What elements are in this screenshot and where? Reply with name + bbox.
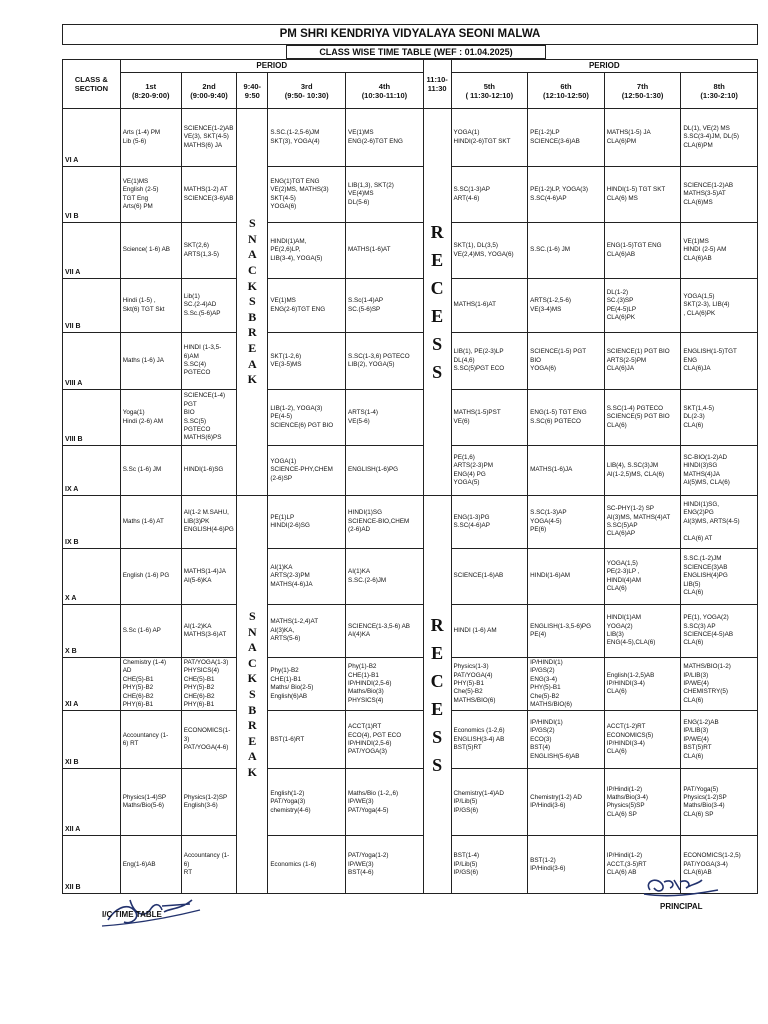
table-row: [63, 711, 758, 769]
schedule-cell: LIB(1-2), YOGA(3) PE(4-5) SCIENCE(6) PGT BIO: [268, 390, 346, 446]
schedule-cell: Lib(1) SC.(2-4)AD S.Sc.(5-6)AP: [181, 279, 237, 333]
schedule-cell: Maths (1-6) JA: [120, 333, 181, 390]
class-section: VIII B: [63, 390, 121, 446]
period-time: (12:50-1:30): [621, 90, 664, 100]
schedule-cell: LIB(1), PE(2-3)LP DL(4,6) S.SC(5)PGT ECO: [451, 333, 528, 390]
schedule-cell: VE(1)MS English (2-5) TGT Eng Arts(6) PM: [120, 167, 181, 223]
class-section-header: CLASS & SECTION: [63, 60, 121, 109]
letter: S: [432, 334, 443, 354]
schedule-cell: ACCT(1)RT ECO(4), PGT ECO IP/HINDI(2,5-6) PAT/YOGA(3): [346, 711, 424, 769]
letter: A: [247, 356, 257, 371]
table-row: [63, 446, 758, 496]
letter: E: [248, 733, 257, 748]
schedule-cell: HINDI (1-3,5-6)AM S.SC(4) PGTECO: [181, 333, 237, 390]
letter: E: [431, 306, 444, 326]
table-row: [63, 549, 758, 605]
letter: B: [248, 309, 257, 324]
letter: K: [247, 372, 257, 387]
snack-break-time: 9:40- 9:50: [237, 73, 268, 109]
schedule-cell: SCIENCE(1-6)AB: [451, 549, 528, 605]
schedule-cell: MATHS(1-2) AT SCIENCE(3-6)AB: [181, 167, 237, 223]
recess-time: 11:10- 11:30: [423, 60, 451, 109]
schedule-cell: Physics(1-4)SP Maths/Bio(5-6): [120, 769, 181, 836]
schedule-cell: Accountancy (1-6) RT: [181, 836, 237, 894]
schedule-cell: Accountancy (1- 6) RT: [120, 711, 181, 769]
period-number: 3rd: [300, 81, 313, 91]
schedule-cell: S.SC.(1-6) JM: [528, 223, 605, 279]
schedule-cell: S.SC(1-3)AP ART(4-6): [451, 167, 528, 223]
schedule-cell: HINDI(1)AM, PE(2,6)LP, LIB(3-4), YOGA(5): [268, 223, 346, 279]
period-header-2: [181, 73, 237, 109]
schedule-cell: Economics (1-2,6) ENGLISH(3-4) AB BST(5)RT: [451, 711, 528, 769]
schedule-cell: PE(1,6) ARTS(2-3)PM ENG(4) PG YOGA(5): [451, 446, 528, 496]
schedule-cell: LIB(1,3), SKT(2) VE(4)MS DL(5-6): [346, 167, 424, 223]
class-section: VII B: [63, 279, 121, 333]
schedule-cell: VE(1)MS ENG(2-6)TGT ENG: [268, 279, 346, 333]
class-section: VI B: [63, 167, 121, 223]
snack-break-column: [237, 496, 268, 894]
schedule-cell: MATHS(1-4)JA AI(5-6)KA: [181, 549, 237, 605]
schedule-cell: ENG(1-5)TGT ENG CLA(6)AB: [604, 223, 681, 279]
letter: S: [432, 754, 443, 775]
table-row: [63, 658, 758, 711]
schedule-cell: PAT/YOGA(1-3) PHYSICS(4) CHE(5)-B1 PHY(5)-B2 CHE(6)-B2 PHY(6)-B1: [181, 658, 237, 711]
period-number: 2nd: [202, 81, 216, 91]
schedule-cell: SC-PHY(1-2) SP AI(3)MS, MATHS(4)AT S.SC(5)AP CLA(6)AP: [604, 496, 681, 549]
letter: E: [431, 250, 444, 270]
schedule-cell: S.SC.(1-2,5-6)JM SKT(3), YOGA(4): [268, 109, 346, 167]
table-row: [63, 496, 758, 549]
period-header-8: [681, 73, 758, 109]
schedule-cell: BST(1-4) IP/Lib(5) IP/GS(6): [451, 836, 528, 894]
letter: N: [247, 231, 257, 246]
schedule-cell: ECONOMICS(1-3) PAT/YOGA(4-6): [181, 711, 237, 769]
schedule-cell: MATHS/BIO(1-2) IP/LIB(3) IP/WE(4) CHEMISTRY(5) CLA(6): [681, 658, 758, 711]
schedule-cell: YOGA(1,5) SKT(2-3), LIB(4) , CLA(6)PK: [681, 279, 758, 333]
period-header-7: [604, 73, 681, 109]
schedule-cell: MATHS(1-5)PST VE(6): [451, 390, 528, 446]
schedule-cell: HINDI (1-6) AM: [451, 605, 528, 658]
schedule-cell: Phy(1)-B2 CHE(1)-B1 IP/HINDI(2,5-6) Maths/Bio(3) PHYSICS(4): [346, 658, 424, 711]
letter: S: [432, 726, 443, 747]
schedule-cell: IP/Hindi(1-2) ACCT.(3-5)RT CLA(6) AB: [604, 836, 681, 894]
period-number: 6th: [560, 81, 572, 91]
table-row: [63, 279, 758, 333]
schedule-cell: Economics (1-6): [268, 836, 346, 894]
schedule-cell: S.SC(1-4) PGTECO SCIENCE(5) PGT BIO CLA(6): [604, 390, 681, 446]
period-number: 5th: [483, 81, 495, 91]
schedule-cell: Chemistry(1-4)AD IP/Lib(5) IP/GS(6): [451, 769, 528, 836]
schedule-cell: ENG(1)TGT ENG VE(2)MS, MATHS(3) SKT(4-5) YOGA(6): [268, 167, 346, 223]
letter: K: [247, 671, 257, 686]
letter: S: [248, 216, 256, 231]
schedule-cell: HINDI(1-6)SG: [181, 446, 237, 496]
period-number: 1st: [145, 81, 157, 91]
period-header-3: [268, 73, 346, 109]
schedule-cell: AI(1-2 M.SAHU, LIB(3)PK ENGLISH(4-6)PG: [181, 496, 237, 549]
schedule-cell: HINDI(1)AM YOGA(2) LIB(3) ENG(4-5),CLA(6): [604, 605, 681, 658]
period-header-6: [528, 73, 605, 109]
class-section: X B: [63, 605, 121, 658]
period-header-4: [346, 73, 424, 109]
period-number: 7th: [636, 81, 649, 91]
letter: A: [247, 749, 257, 764]
schedule-cell: ARTS(1-2,5-6) VE(3-4)MS: [528, 279, 605, 333]
period-time: (9:50- 10:30): [284, 90, 329, 100]
schedule-cell: S.SC(1-3,6) PGTECO LIB(2), YOGA(5): [346, 333, 424, 390]
schedule-cell: BST(1-6)RT: [268, 711, 346, 769]
table-row: [63, 390, 758, 446]
recess-text: [424, 611, 451, 779]
schedule-cell: PE(1-2)LP SCIENCE(3-6)AB: [528, 109, 605, 167]
schedule-cell: SCIENCE(1-2)AB VE(3), SKT(4-5) MATHS(6) JA: [181, 109, 237, 167]
schedule-cell: ENG(1-2)AB IP/LIB(3) IP/WE(4) BST(5)RT CLA(6): [681, 711, 758, 769]
schedule-cell: Hindi (1-5) , Skt(6) TGT Skt: [120, 279, 181, 333]
period-time: (8:20-9:00): [131, 90, 170, 100]
period-time: (10:30-11:10): [361, 90, 408, 100]
letter: C: [247, 263, 257, 278]
letter: S: [248, 686, 256, 701]
schedule-cell: LIB(4), S.SC(3)JM AI(1-2,5)MS, CLA(6): [604, 446, 681, 496]
letter: R: [430, 222, 444, 242]
schedule-cell: SCIENCE(1-3,5-6) AB AI(4)KA: [346, 605, 424, 658]
schedule-cell: AI(1)KA ARTS(2-3)PM MATHS(4-6)JA: [268, 549, 346, 605]
schedule-cell: ENG(1-3)PG S.SC(4-6)AP: [451, 496, 528, 549]
class-section: XII A: [63, 769, 121, 836]
schedule-cell: BST(1-2) IP/Hindi(3-6): [528, 836, 605, 894]
schedule-cell: SC-BIO(1-2)AD HINDI(3)SG MATHS(4)JA AI(5)MS, CLA(6): [681, 446, 758, 496]
schedule-cell: MATHS(1-6)AT: [451, 279, 528, 333]
schedule-cell: ENGLISH(1-6)PG: [346, 446, 424, 496]
schedule-cell: ECONOMICS(1-2,5) PAT/YOGA(3-4) CLA(6)AB: [681, 836, 758, 894]
schedule-cell: MATHS(1-6)JA: [528, 446, 605, 496]
schedule-cell: MATHS(1-2,4)AT AI(3)KA, ARTS(5-6): [268, 605, 346, 658]
letter: E: [248, 340, 257, 355]
class-section: XI A: [63, 658, 121, 711]
schedule-cell: AI(1)KA S.SC.(2-6)JM: [346, 549, 424, 605]
letter: C: [247, 655, 257, 670]
schedule-cell: ACCT(1-2)RT ECONOMICS(5) IP/HINDI(3-4) CLA(6): [604, 711, 681, 769]
letter: S: [248, 608, 256, 623]
schedule-cell: Phy(1)-B2 CHE(1)-B1 Maths/ Bio(2-5) English(6)AB: [268, 658, 346, 711]
table-row: [63, 333, 758, 390]
period-header-1: [120, 73, 181, 109]
schedule-cell: HINDI(1)SG SCIENCE-BIO,CHEM (2-6)AD: [346, 496, 424, 549]
snack-break-text: [237, 216, 267, 388]
schedule-cell: SKT(2,6) ARTS(1,3-5): [181, 223, 237, 279]
schedule-cell: Chemistry(1-2) AD IP/Hindi(3-6): [528, 769, 605, 836]
table-row: [63, 167, 758, 223]
table-row: [63, 605, 758, 658]
letter: S: [248, 294, 256, 309]
left-signature-icon: [100, 880, 210, 935]
period-label-left: PERIOD: [120, 60, 423, 73]
schedule-cell: MATHS(1-6)AT: [346, 223, 424, 279]
letter: B: [248, 702, 257, 717]
right-signature-icon: [640, 872, 720, 902]
letter: E: [431, 698, 444, 719]
class-section: VII A: [63, 223, 121, 279]
schedule-cell: ENG(1-5) TGT ENG S.SC(6) PGTECO: [528, 390, 605, 446]
schedule-cell: AI(1-2)KA MATHS(3-6)AT: [181, 605, 237, 658]
letter: N: [247, 624, 257, 639]
schedule-cell: Maths/Bio (1-2,,6) IP/WE(3) PAT/Yoga(4-5): [346, 769, 424, 836]
schedule-cell: ENGLISH(1-5)TGT ENG CLA(6)JA: [681, 333, 758, 390]
schedule-cell: SCIENCE(1-5) PGT BIO YOGA(6): [528, 333, 605, 390]
snack-break-text: [237, 609, 267, 781]
period-number: 8th: [713, 81, 725, 91]
letter: S: [432, 362, 443, 382]
schedule-cell: Arts (1-4) PM Lib (5-6): [120, 109, 181, 167]
class-section: VI A: [63, 109, 121, 167]
table-row: [63, 769, 758, 836]
recess-column: [423, 109, 451, 496]
schedule-cell: SKT(1,4-5) DL(2-3) CLA(6): [681, 390, 758, 446]
schedule-cell: S.SC(1-3)AP YOGA(4-5) PE(6): [528, 496, 605, 549]
schedule-cell: VE(1)MS HINDI (2-5) AM CLA(6)AB: [681, 223, 758, 279]
schedule-cell: English (1-6) PG: [120, 549, 181, 605]
schedule-cell: PAT/Yoga(5) Physics(1-2)SP Maths/Bio(3-4) CLA(6) SP: [681, 769, 758, 836]
schedule-cell: HINDI(1-5) TGT SKT CLA(6) MS: [604, 167, 681, 223]
class-section: XII B: [63, 836, 121, 894]
schedule-cell: DL(1-2) SC.(3)SP PE(4-5)LP CLA(6)PK: [604, 279, 681, 333]
schedule-cell: Yoga(1) Hindi (2-6) AM: [120, 390, 181, 446]
schedule-cell: Chemistry (1-4) AD CHE(5)-B1 PHY(5)-B2 CHE(6)-B2 PHY(6)-B1: [120, 658, 181, 711]
schedule-cell: Maths (1-6) AT: [120, 496, 181, 549]
schedule-cell: PE(1)LP HINDI(2-6)SG: [268, 496, 346, 549]
class-section: X A: [63, 549, 121, 605]
schedule-cell: SCIENCE(1) PGT BIO ARTS(2-5)PM CLA(6)JA: [604, 333, 681, 390]
class-section: IX A: [63, 446, 121, 496]
period-header-5: [451, 73, 528, 109]
schedule-cell: IP/HINDI(1) IP/GS(2) ENG(3-4) PHY(5)-B1 Che(5)-B2 MATHS/BIO(6): [528, 658, 605, 711]
recess-column: [423, 496, 451, 894]
schedule-cell: SKT(1), DL(3,5) VE(2,4)MS, YOGA(6): [451, 223, 528, 279]
class-section: XI B: [63, 711, 121, 769]
letter: C: [430, 670, 444, 691]
timetable-grid: [62, 59, 758, 894]
schedule-cell: Eng(1-6)AB: [120, 836, 181, 894]
letter: A: [247, 640, 257, 655]
schedule-cell: Physics(1-3) PAT/YOGA(4) PHY(5)-B1 Che(5)-B2 MATHS/BIO(6): [451, 658, 528, 711]
recess-text: [424, 218, 451, 386]
schedule-cell: IP/Hindi(1-2) Maths/Bio(3-4) Physics(5)SP CLA(6) SP: [604, 769, 681, 836]
schedule-cell: YOGA(1,5) PE(2-3)LP , HINDI(4)AM CLA(6): [604, 549, 681, 605]
schedule-cell: Physics(1-2)SP English(3-6): [181, 769, 237, 836]
period-label-right: PERIOD: [451, 60, 757, 73]
schedule-cell: SCIENCE(1-4) PGT BIO S.SC(5) PGTECO MATHS(6)PS: [181, 390, 237, 446]
schedule-cell: S.Sc(1-4)AP SC.(5-6)SP: [346, 279, 424, 333]
period-time: (1:30-2:10): [700, 90, 738, 100]
schedule-cell: ARTS(1-4) VE(5-6): [346, 390, 424, 446]
school-title: PM SHRI KENDRIYA VIDYALAYA SEONI MALWA: [62, 24, 758, 45]
schedule-cell: DL(1), VE(2) MS S.SC(3-4)JM, DL(5) CLA(6)PM: [681, 109, 758, 167]
schedule-cell: S.SC.(1-2)JM SCIENCE(3)AB ENGLISH(4)PG LIB(5) CLA(6): [681, 549, 758, 605]
schedule-cell: VE(1)MS ENG(2-6)TGT ENG: [346, 109, 424, 167]
period-time: (9:00-9:40): [190, 90, 228, 100]
schedule-cell: HINDI(1)SG, ENG(2)PG AI(3)MS, ARTS(4-5) CLA(6) AT: [681, 496, 758, 549]
letter: R: [247, 718, 257, 733]
period-time: (12:10-12:50): [543, 90, 589, 100]
letter: C: [430, 278, 444, 298]
timetable-sheet: [62, 24, 758, 892]
schedule-cell: PE(1-2)LP, YOGA(3) S.SC(4-6)AP: [528, 167, 605, 223]
schedule-cell: SKT(1-2,6) VE(3-5)MS: [268, 333, 346, 390]
period-number: 4th: [378, 81, 391, 91]
schedule-cell: English(1-2) PAT/Yoga(3) chemistry(4-6): [268, 769, 346, 836]
schedule-cell: YOGA(1) SCIENCE-PHY,CHEM (2-6)SP: [268, 446, 346, 496]
schedule-cell: S.Sc (1-6) JM: [120, 446, 181, 496]
letter: A: [247, 247, 257, 262]
table-row: [63, 223, 758, 279]
principal-label: PRINCIPAL: [660, 902, 703, 911]
schedule-cell: PE(1), YOGA(2) S.SC(3) AP SCIENCE(4-5)AB CLA(6): [681, 605, 758, 658]
schedule-cell: HINDI(1-6)AM: [528, 549, 605, 605]
schedule-cell: S.Sc (1-6) AP: [120, 605, 181, 658]
letter: R: [430, 614, 444, 635]
letter: K: [247, 278, 257, 293]
timetable-subtitle: CLASS WISE TIME TABLE (WEF : 01.04.2025): [286, 45, 546, 59]
letter: K: [247, 764, 257, 779]
schedule-cell: PAT/Yoga(1-2) IP/WE(3) BST(4-6): [346, 836, 424, 894]
schedule-cell: YOGA(1) HINDI(2-6)TGT SKT: [451, 109, 528, 167]
letter: E: [431, 642, 444, 663]
period-time: ( 11:30-12:10): [465, 90, 514, 100]
schedule-cell: Science( 1-6) AB: [120, 223, 181, 279]
letter: R: [247, 325, 257, 340]
class-section: VIII A: [63, 333, 121, 390]
schedule-cell: SCIENCE(1-2)AB MATHS(3-5)AT CLA(6)MS: [681, 167, 758, 223]
schedule-cell: English(1-2,5)AB IP/HINDI(3-4) CLA(6): [604, 658, 681, 711]
class-section: IX B: [63, 496, 121, 549]
schedule-cell: ENGLISH(1-3,5-6)PG PE(4): [528, 605, 605, 658]
schedule-cell: MATHS(1-5) JA CLA(6)PM: [604, 109, 681, 167]
snack-break-column: [237, 109, 268, 496]
ic-time-table-label: I/C TIME TABLE: [102, 910, 162, 919]
table-row: [63, 109, 758, 167]
schedule-cell: IP/HINDI(1) IP/GS(2) ECO(3) BST(4) ENGLISH(5-6)AB: [528, 711, 605, 769]
